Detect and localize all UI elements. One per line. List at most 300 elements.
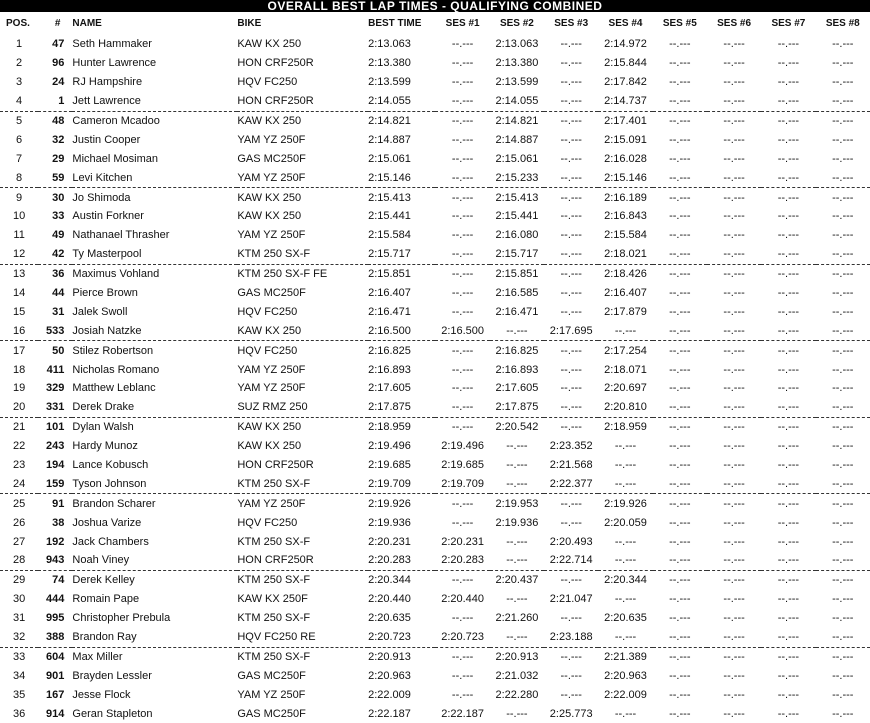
- table-row: [0, 168, 870, 187]
- cell-ses-6: --.---: [723, 688, 745, 701]
- cell-ses-2: --.---: [506, 535, 528, 548]
- cell-name: Stilez Robertson: [72, 341, 237, 360]
- cell-pos: 22: [12, 440, 26, 453]
- cell-ses-2: 2:20.542: [490, 417, 544, 436]
- table-row: [0, 321, 870, 340]
- cell-pos: 2: [16, 57, 23, 70]
- cell-ses-5: --.---: [669, 707, 691, 720]
- header-best-time: BEST TIME: [368, 18, 422, 29]
- cell-ses-5: --.---: [669, 688, 691, 701]
- cell-name: Justin Cooper: [72, 133, 141, 146]
- cell-number: 995: [46, 612, 65, 625]
- cell-ses-4: 2:20.344: [598, 570, 652, 589]
- cell-ses-8: --.---: [832, 210, 854, 223]
- cell-ses-5: --.---: [669, 95, 691, 108]
- cell-pos: 31: [12, 612, 26, 625]
- table-row: [0, 188, 870, 207]
- cell-ses-8: --.---: [832, 707, 854, 720]
- cell-best-time: 2:14.821: [368, 111, 435, 130]
- cell-ses-2: 2:15.061: [495, 152, 539, 165]
- cell-pos: 13: [0, 264, 38, 283]
- cell-bike: YAM YZ 250F: [237, 382, 306, 395]
- cell-ses-6: --.---: [723, 287, 745, 300]
- header-ses-2: SES #2: [499, 18, 534, 29]
- cell-bike: HQV FC250: [237, 516, 298, 529]
- cell-ses-5: --.---: [669, 57, 691, 70]
- cell-ses-7: --.---: [761, 647, 815, 666]
- header-number: #: [54, 18, 61, 29]
- cell-ses-2: 2:22.280: [495, 688, 539, 701]
- cell-name: Brandon Scharer: [72, 494, 237, 513]
- cell-bike: YAM YZ 250F: [237, 688, 306, 701]
- table-row: [0, 207, 870, 226]
- cell-ses-4: 2:15.091: [604, 133, 647, 146]
- header-ses-5: SES #5: [662, 18, 697, 29]
- cell-ses-2: 2:17.605: [495, 382, 539, 395]
- cell-pos: 16: [12, 324, 26, 337]
- cell-pos: 9: [0, 188, 38, 207]
- cell-pos: 33: [0, 647, 38, 666]
- cell-number: 96: [52, 57, 65, 70]
- cell-ses-7: --.---: [777, 95, 800, 108]
- cell-ses-5: --.---: [669, 324, 691, 337]
- cell-ses-6: --.---: [723, 152, 745, 165]
- cell-name: Christopher Prebula: [72, 612, 171, 625]
- cell-ses-1: --.---: [435, 264, 489, 283]
- cell-ses-4: 2:17.879: [604, 305, 647, 318]
- cell-ses-4: 2:20.810: [604, 401, 647, 414]
- cell-ses-4: --.---: [614, 554, 637, 567]
- cell-ses-3: --.---: [560, 305, 582, 318]
- cell-name: Derek Drake: [72, 401, 135, 414]
- cell-number: 388: [46, 631, 65, 644]
- cell-name: Jett Lawrence: [72, 95, 141, 108]
- cell-name: RJ Hampshire: [72, 76, 143, 89]
- cell-ses-5: --.---: [669, 133, 691, 146]
- cell-pos: 14: [12, 287, 26, 300]
- cell-ses-8: --.---: [816, 341, 870, 360]
- cell-pos: 3: [16, 76, 23, 89]
- cell-ses-3: 2:17.695: [549, 324, 593, 337]
- cell-ses-2: 2:16.825: [490, 341, 544, 360]
- cell-ses-1: 2:19.709: [441, 477, 485, 490]
- table-row: [0, 704, 870, 723]
- table-row: [0, 417, 870, 436]
- cell-ses-1: 2:20.723: [441, 631, 485, 644]
- cell-ses-2: 2:21.260: [495, 612, 539, 625]
- cell-name: Jalek Swoll: [72, 305, 128, 318]
- cell-ses-3: --.---: [560, 57, 582, 70]
- cell-name: Brayden Lessler: [72, 669, 152, 682]
- cell-ses-8: --.---: [816, 264, 870, 283]
- cell-bike: SUZ RMZ 250: [237, 401, 308, 414]
- cell-ses-3: 2:23.352: [549, 440, 593, 453]
- cell-pos: 35: [12, 688, 26, 701]
- cell-best-time: 2:19.685: [368, 459, 411, 472]
- cell-ses-2: 2:13.380: [495, 57, 539, 70]
- cell-ses-2: 2:17.875: [495, 401, 539, 414]
- cell-number: 31: [52, 305, 65, 318]
- cell-ses-5: --.---: [669, 229, 691, 242]
- cell-name: Austin Forkner: [72, 210, 144, 223]
- cell-bike: GAS MC250F: [237, 287, 306, 300]
- cell-bike: GAS MC250F: [237, 669, 306, 682]
- cell-ses-5: --.---: [669, 440, 691, 453]
- cell-ses-3: --.---: [560, 210, 582, 223]
- cell-ses-7: --.---: [777, 477, 800, 490]
- cell-ses-1: --.---: [435, 417, 489, 436]
- cell-ses-5: --.---: [653, 341, 707, 360]
- cell-ses-1: --.---: [451, 57, 474, 70]
- cell-ses-4: 2:16.189: [598, 188, 652, 207]
- cell-ses-4: 2:18.021: [604, 248, 647, 261]
- cell-bike: KTM 250 SX-F: [237, 612, 311, 625]
- cell-number: 444: [46, 593, 65, 606]
- cell-ses-2: 2:14.055: [495, 95, 539, 108]
- lap-times-table: [0, 12, 870, 723]
- cell-number: 91: [38, 494, 72, 513]
- cell-best-time: 2:20.344: [368, 570, 435, 589]
- cell-ses-6: --.---: [723, 95, 745, 108]
- cell-ses-5: --.---: [653, 647, 707, 666]
- cell-ses-7: --.---: [777, 57, 800, 70]
- cell-pos: 28: [12, 554, 26, 567]
- cell-number: 47: [52, 38, 65, 51]
- cell-ses-3: --.---: [544, 188, 598, 207]
- cell-ses-1: --.---: [435, 188, 489, 207]
- cell-ses-4: 2:19.926: [598, 494, 652, 513]
- cell-bike: YAM YZ 250F: [237, 133, 306, 146]
- cell-ses-2: 2:14.887: [495, 133, 539, 146]
- cell-ses-1: --.---: [451, 133, 474, 146]
- cell-best-time: 2:22.009: [368, 688, 411, 701]
- cell-ses-1: --.---: [451, 669, 474, 682]
- cell-ses-7: --.---: [777, 229, 800, 242]
- cell-bike: KTM 250 SX-F: [237, 535, 311, 548]
- cell-ses-4: --.---: [614, 477, 637, 490]
- cell-ses-3: --.---: [560, 95, 582, 108]
- cell-pos: 8: [16, 171, 23, 184]
- cell-name: Maximus Vohland: [72, 264, 237, 283]
- cell-ses-1: --.---: [451, 152, 474, 165]
- table-row: [0, 590, 870, 609]
- cell-ses-2: 2:13.599: [495, 76, 539, 89]
- cell-ses-5: --.---: [653, 494, 707, 513]
- cell-name: Cameron Mcadoo: [72, 111, 237, 130]
- cell-ses-3: --.---: [560, 38, 582, 51]
- cell-ses-7: --.---: [777, 440, 800, 453]
- cell-ses-1: --.---: [451, 210, 474, 223]
- cell-number: 533: [46, 324, 65, 337]
- cell-ses-1: 2:19.685: [441, 459, 485, 472]
- cell-bike: KAW KX 250: [237, 188, 368, 207]
- cell-ses-8: --.---: [832, 477, 854, 490]
- cell-ses-6: --.---: [723, 38, 745, 51]
- cell-ses-4: 2:17.401: [598, 111, 652, 130]
- cell-ses-7: --.---: [777, 363, 800, 376]
- cell-pos: 30: [12, 593, 26, 606]
- cell-ses-8: --.---: [816, 417, 870, 436]
- cell-ses-8: --.---: [832, 593, 854, 606]
- cell-name: Romain Pape: [72, 593, 140, 606]
- cell-pos: 27: [12, 535, 26, 548]
- cell-ses-2: 2:15.441: [495, 210, 539, 223]
- table-row: [0, 92, 870, 111]
- cell-pos: 21: [0, 417, 38, 436]
- cell-ses-1: 2:20.231: [441, 535, 485, 548]
- cell-ses-3: --.---: [560, 287, 582, 300]
- cell-number: 243: [46, 440, 65, 453]
- cell-best-time: 2:22.187: [368, 707, 411, 720]
- cell-ses-6: --.---: [723, 324, 745, 337]
- cell-ses-3: --.---: [544, 264, 598, 283]
- cell-number: 411: [46, 363, 65, 376]
- header-ses-1: SES #1: [445, 18, 480, 29]
- cell-ses-2: --.---: [506, 631, 528, 644]
- cell-number: 38: [52, 516, 65, 529]
- cell-number: 194: [46, 459, 65, 472]
- cell-ses-5: --.---: [653, 111, 707, 130]
- cell-ses-3: --.---: [560, 133, 582, 146]
- cell-bike: GAS MC250F: [237, 152, 306, 165]
- table-row: [0, 264, 870, 283]
- table-row: [0, 35, 870, 54]
- header-name: NAME: [72, 18, 102, 29]
- cell-pos: 34: [12, 669, 26, 682]
- header-ses-6: SES #6: [717, 18, 752, 29]
- cell-best-time: 2:20.635: [368, 612, 411, 625]
- cell-ses-1: --.---: [451, 76, 474, 89]
- cell-ses-3: --.---: [560, 363, 582, 376]
- cell-ses-4: --.---: [614, 631, 637, 644]
- cell-name: Hunter Lawrence: [72, 57, 157, 70]
- cell-ses-3: --.---: [544, 111, 598, 130]
- cell-ses-3: --.---: [560, 516, 582, 529]
- cell-ses-6: --.---: [707, 111, 761, 130]
- cell-ses-4: 2:20.635: [604, 612, 647, 625]
- cell-number: 36: [38, 264, 72, 283]
- cell-name: Geran Stapleton: [72, 707, 153, 720]
- cell-ses-5: --.---: [669, 287, 691, 300]
- cell-pos: 18: [12, 363, 26, 376]
- cell-ses-6: --.---: [723, 171, 745, 184]
- cell-best-time: 2:20.231: [368, 535, 411, 548]
- cell-ses-2: 2:15.233: [495, 171, 539, 184]
- cell-ses-5: --.---: [653, 264, 707, 283]
- cell-ses-6: --.---: [707, 264, 761, 283]
- cell-ses-3: --.---: [560, 76, 582, 89]
- cell-best-time: 2:16.893: [368, 363, 411, 376]
- cell-ses-1: --.---: [451, 382, 474, 395]
- cell-best-time: 2:15.061: [368, 152, 411, 165]
- cell-name: Noah Viney: [72, 554, 130, 567]
- cell-number: 48: [38, 111, 72, 130]
- cell-number: 24: [52, 76, 65, 89]
- cell-ses-6: --.---: [723, 631, 745, 644]
- cell-ses-5: --.---: [669, 401, 691, 414]
- cell-best-time: 2:16.407: [368, 287, 411, 300]
- cell-ses-4: 2:16.843: [604, 210, 647, 223]
- cell-ses-1: --.---: [451, 248, 474, 261]
- cell-ses-8: --.---: [832, 38, 854, 51]
- cell-ses-8: --.---: [832, 631, 854, 644]
- header-bike: BIKE: [237, 18, 262, 29]
- cell-ses-4: 2:15.844: [604, 57, 647, 70]
- cell-ses-3: 2:22.714: [549, 554, 593, 567]
- cell-ses-2: 2:20.913: [490, 647, 544, 666]
- cell-pos: 20: [12, 401, 26, 414]
- cell-ses-7: --.---: [777, 287, 800, 300]
- cell-ses-8: --.---: [832, 152, 854, 165]
- cell-name: Nathanael Thrasher: [72, 229, 170, 242]
- cell-ses-7: --.---: [777, 152, 800, 165]
- cell-ses-1: --.---: [451, 363, 474, 376]
- cell-ses-6: --.---: [723, 305, 745, 318]
- cell-ses-3: --.---: [560, 152, 582, 165]
- cell-ses-2: 2:15.851: [490, 264, 544, 283]
- cell-name: Michael Mosiman: [72, 152, 158, 165]
- cell-ses-8: --.---: [832, 516, 854, 529]
- header-ses-8: SES #8: [825, 18, 860, 29]
- cell-ses-8: --.---: [832, 229, 854, 242]
- cell-number: 30: [38, 188, 72, 207]
- cell-ses-6: --.---: [723, 477, 745, 490]
- cell-number: 329: [46, 382, 65, 395]
- table-row: [0, 609, 870, 628]
- cell-best-time: 2:15.584: [368, 229, 411, 242]
- header-ses-3: SES #3: [554, 18, 589, 29]
- cell-ses-7: --.---: [761, 570, 815, 589]
- cell-ses-5: --.---: [669, 363, 691, 376]
- cell-ses-7: --.---: [761, 188, 815, 207]
- cell-ses-2: --.---: [506, 707, 528, 720]
- cell-ses-5: --.---: [669, 477, 691, 490]
- cell-pos: 12: [12, 248, 26, 261]
- cell-ses-5: --.---: [669, 248, 691, 261]
- cell-ses-5: --.---: [669, 171, 691, 184]
- cell-bike: HQV FC250: [237, 76, 298, 89]
- cell-number: 331: [46, 401, 65, 414]
- cell-ses-7: --.---: [777, 305, 800, 318]
- cell-ses-1: --.---: [451, 401, 474, 414]
- cell-ses-6: --.---: [707, 494, 761, 513]
- cell-ses-8: --.---: [832, 287, 854, 300]
- table-row: [0, 628, 870, 647]
- cell-ses-7: --.---: [777, 612, 800, 625]
- cell-ses-6: --.---: [723, 459, 745, 472]
- cell-ses-3: --.---: [544, 570, 598, 589]
- cell-ses-3: --.---: [560, 688, 582, 701]
- cell-ses-7: --.---: [777, 535, 800, 548]
- cell-ses-4: 2:18.959: [598, 417, 652, 436]
- cell-ses-1: --.---: [451, 516, 474, 529]
- cell-number: 167: [46, 688, 65, 701]
- cell-ses-8: --.---: [832, 76, 854, 89]
- cell-best-time: 2:15.413: [368, 188, 435, 207]
- table-row: [0, 437, 870, 456]
- cell-ses-2: 2:16.585: [495, 287, 539, 300]
- cell-ses-5: --.---: [669, 554, 691, 567]
- cell-best-time: 2:20.963: [368, 669, 411, 682]
- cell-best-time: 2:17.875: [368, 401, 411, 414]
- cell-ses-6: --.---: [707, 417, 761, 436]
- cell-ses-6: --.---: [707, 341, 761, 360]
- cell-ses-2: 2:20.437: [490, 570, 544, 589]
- cell-ses-6: --.---: [723, 593, 745, 606]
- cell-pos: 32: [12, 631, 26, 644]
- cell-ses-6: --.---: [723, 382, 745, 395]
- cell-name: Tyson Johnson: [72, 477, 147, 490]
- cell-number: 29: [52, 152, 65, 165]
- cell-bike: YAM YZ 250F: [237, 494, 368, 513]
- cell-ses-8: --.---: [832, 382, 854, 395]
- cell-pos: 24: [12, 477, 26, 490]
- cell-ses-4: 2:20.963: [604, 669, 647, 682]
- cell-ses-3: --.---: [560, 248, 582, 261]
- cell-ses-7: --.---: [777, 248, 800, 261]
- cell-best-time: 2:16.500: [368, 324, 411, 337]
- cell-ses-3: --.---: [544, 341, 598, 360]
- cell-ses-6: --.---: [723, 248, 745, 261]
- cell-ses-7: --.---: [777, 554, 800, 567]
- cell-ses-3: 2:22.377: [549, 477, 593, 490]
- cell-ses-6: --.---: [707, 647, 761, 666]
- cell-bike: HON CRF250R: [237, 57, 314, 70]
- cell-ses-4: 2:18.426: [598, 264, 652, 283]
- table-row: [0, 666, 870, 685]
- cell-pos: 19: [12, 382, 26, 395]
- cell-ses-5: --.---: [669, 38, 691, 51]
- cell-ses-4: --.---: [614, 535, 637, 548]
- cell-ses-5: --.---: [669, 669, 691, 682]
- table-row: [0, 341, 870, 360]
- cell-ses-4: --.---: [614, 459, 637, 472]
- cell-ses-1: --.---: [451, 305, 474, 318]
- cell-ses-3: --.---: [560, 612, 582, 625]
- cell-bike: KTM 250 SX-F FE: [237, 264, 368, 283]
- cell-ses-1: --.---: [451, 95, 474, 108]
- cell-bike: YAM YZ 250F: [237, 229, 306, 242]
- table-row: [0, 149, 870, 168]
- cell-name: Derek Kelley: [72, 570, 237, 589]
- cell-ses-6: --.---: [723, 57, 745, 70]
- cell-name: Pierce Brown: [72, 287, 138, 300]
- cell-ses-4: 2:20.059: [604, 516, 647, 529]
- cell-number: 604: [38, 647, 72, 666]
- cell-ses-3: 2:20.493: [549, 535, 593, 548]
- cell-ses-7: --.---: [761, 264, 815, 283]
- cell-ses-6: --.---: [723, 440, 745, 453]
- cell-ses-4: 2:15.146: [604, 171, 647, 184]
- cell-ses-1: --.---: [435, 111, 489, 130]
- cell-ses-4: --.---: [614, 324, 637, 337]
- cell-best-time: 2:16.471: [368, 305, 411, 318]
- cell-ses-8: --.---: [832, 171, 854, 184]
- cell-ses-2: 2:13.063: [495, 38, 539, 51]
- cell-best-time: 2:15.717: [368, 248, 411, 261]
- cell-ses-6: --.---: [723, 76, 745, 89]
- cell-bike: HQV FC250: [237, 341, 368, 360]
- cell-ses-8: --.---: [832, 688, 854, 701]
- cell-ses-4: 2:16.407: [604, 287, 647, 300]
- cell-ses-7: --.---: [777, 593, 800, 606]
- cell-ses-7: --.---: [777, 631, 800, 644]
- cell-ses-4: 2:14.972: [604, 38, 647, 51]
- cell-ses-8: --.---: [832, 363, 854, 376]
- cell-bike: KAW KX 250: [237, 210, 302, 223]
- cell-name: Matthew Leblanc: [72, 382, 156, 395]
- cell-ses-7: --.---: [761, 417, 815, 436]
